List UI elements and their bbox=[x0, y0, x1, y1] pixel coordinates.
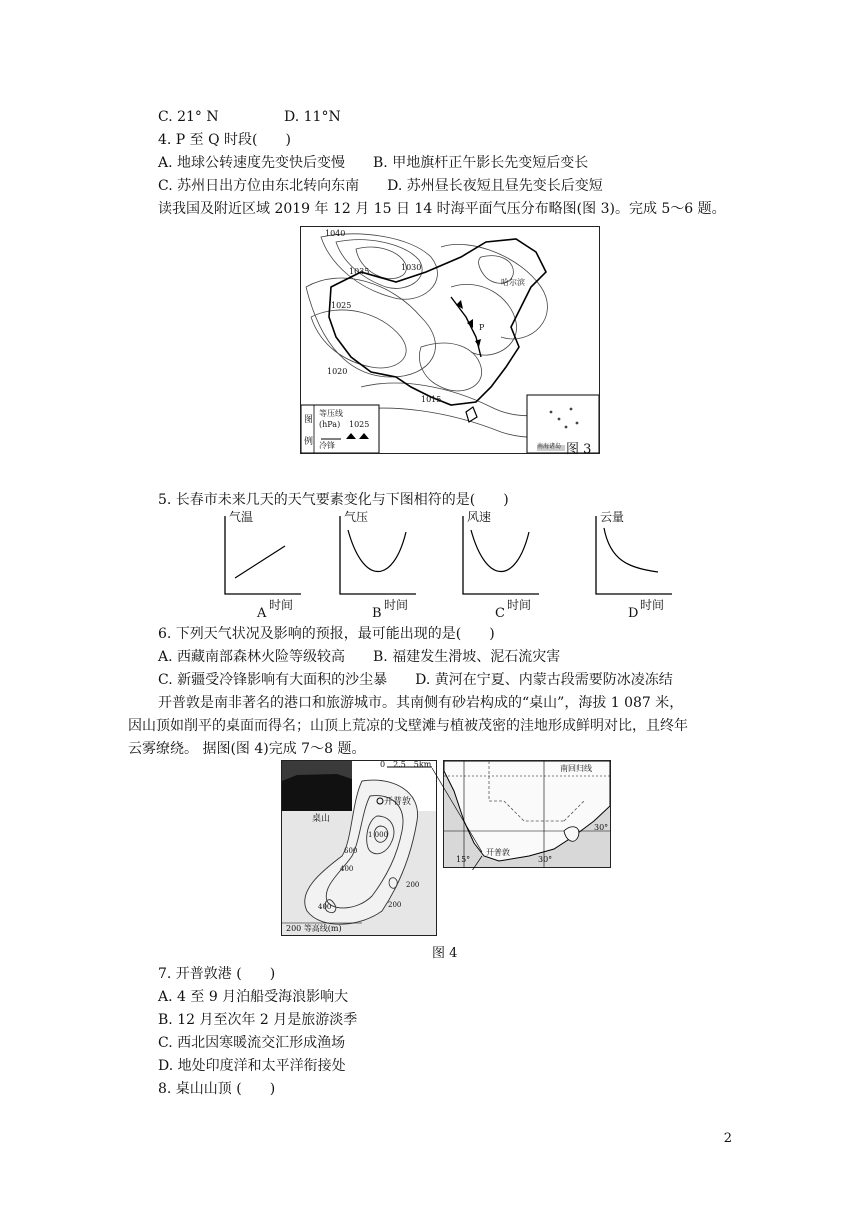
question-6-options-ab: A. 西藏南部森林火险等级较高 B. 福建发生滑坡、泥石流灾害 bbox=[158, 649, 561, 665]
y-axis-label: 云量 bbox=[600, 510, 625, 524]
chart-d bbox=[594, 510, 674, 620]
y-axis-label: 风速 bbox=[467, 510, 492, 524]
x-axis-label: 时间 bbox=[269, 598, 294, 612]
chart-option-letter: D bbox=[628, 606, 639, 621]
question-7: 7. 开普敦港 ( ) bbox=[158, 966, 276, 982]
figure-3-pressure-map bbox=[300, 226, 600, 454]
option-c-line bbox=[158, 107, 341, 127]
question-7-option-c: C. 西北因寒暖流交汇形成渔场 bbox=[158, 1035, 346, 1051]
x-axis-label: 时间 bbox=[384, 598, 409, 612]
isobar-label: 1015 bbox=[421, 395, 442, 404]
isobar-label: 1040 bbox=[325, 229, 346, 238]
figure-4-intro-2: 因山顶如削平的桌面而得名；山顶上荒凉的戈壁滩与植被茂密的洼地形成鲜明对比，且终年 bbox=[128, 718, 688, 734]
axis-lines bbox=[340, 516, 416, 594]
legend-isobar: 等压线 bbox=[319, 409, 343, 418]
chart-axes bbox=[338, 510, 418, 610]
figure-3-intro: 读我国及附近区域 2019 年 12 月 15 日 14 时海平面气压分布略图(图 3)。完成 5～6 题。 bbox=[158, 201, 726, 217]
legend-front: 冷锋 bbox=[319, 441, 335, 450]
series-line bbox=[348, 530, 406, 572]
contour-label: 1 000 bbox=[368, 831, 389, 839]
chart-axes bbox=[594, 510, 674, 610]
question-5: 5. 长春市未来几天的天气要素变化与下图相符的是( ) bbox=[158, 492, 509, 508]
question-6-options-cd: C. 新疆受冷锋影响有大面积的沙尘暴 D. 黄河在宁夏、内蒙古段需要防冰凌冻结 bbox=[158, 672, 673, 688]
isobar-label: 1030 bbox=[401, 263, 422, 272]
question-7-option-a: A. 4 至 9 月泊船受海浪影响大 bbox=[158, 989, 349, 1005]
figure-4-connector-lines bbox=[430, 760, 500, 870]
longitude-label: 15° bbox=[456, 855, 471, 864]
figure-4-intro-3: 云雾缭绕。 据图(图 4)完成 7～8 题。 bbox=[128, 741, 366, 757]
axis-lines bbox=[596, 516, 672, 594]
scale-bar-label: 0 2.5 5km bbox=[380, 760, 432, 769]
chart-option-letter: C bbox=[495, 606, 505, 621]
question-7-option-d: D. 地处印度洋和太平洋衔接处 bbox=[158, 1058, 346, 1074]
contour-legend: 200 等高线(m) bbox=[286, 924, 342, 933]
question-4: 4. P 至 Q 时段( ) bbox=[158, 132, 291, 148]
y-axis-label: 气压 bbox=[344, 510, 369, 524]
contour-label: 600 bbox=[344, 847, 358, 855]
contour-label: 200 bbox=[406, 881, 420, 889]
series-line bbox=[235, 546, 285, 578]
option-c: C. 21° N bbox=[158, 109, 219, 125]
question-7-option-b: B. 12 月至次年 2 月是旅游淡季 bbox=[158, 1012, 358, 1028]
question-6: 6. 下列天气状况及影响的预报，最可能出现的是( ) bbox=[158, 626, 495, 642]
contour-label: 200 bbox=[388, 901, 402, 909]
x-axis-label: 时间 bbox=[640, 598, 665, 612]
chart-axes bbox=[461, 510, 541, 610]
mountain-label: 桌山 bbox=[312, 814, 331, 824]
legend-title: 图 bbox=[304, 415, 314, 425]
legend-value: 1025 bbox=[349, 420, 370, 429]
figure-4-caption: 图 4 bbox=[432, 946, 458, 961]
option-d: D. 11°N bbox=[284, 109, 341, 125]
tropic-label: 南回归线 bbox=[560, 764, 592, 773]
chart-option-letter: A bbox=[257, 606, 267, 621]
legend-title: 例 bbox=[304, 437, 314, 447]
figure-4-topographic-map bbox=[281, 760, 437, 936]
chart-a bbox=[223, 510, 303, 620]
pressure-map-drawing bbox=[301, 227, 599, 453]
chart-option-letter: B bbox=[372, 606, 382, 621]
longitude-label: 30° bbox=[538, 855, 553, 864]
latitude-label: 30° bbox=[594, 823, 609, 832]
axis-lines bbox=[463, 516, 539, 594]
map-label: P bbox=[479, 323, 485, 332]
question-4-options-ab: A. 地球公转速度先变快后变慢 B. 甲地旗杆正午影长先变短后变长 bbox=[158, 155, 589, 171]
city-label: 哈尔滨 bbox=[501, 278, 525, 287]
legend-unit: (hPa) bbox=[319, 420, 341, 429]
axis-lines bbox=[225, 516, 301, 594]
city-label-cape-town: 开普敦 bbox=[384, 797, 412, 807]
chart-b bbox=[338, 510, 418, 620]
question-8: 8. 桌山山顶 ( ) bbox=[158, 1081, 276, 1097]
cape-town-label: 开普敦 bbox=[486, 848, 510, 857]
figure-4-intro-1: 开普敦是南非著名的港口和旅游城市。其南侧有砂岩构成的“桌山”，海拔 1 087 米， bbox=[158, 695, 684, 711]
topographic-map-drawing bbox=[282, 761, 436, 935]
figure-3-caption: 图 3 bbox=[566, 442, 592, 457]
page-number: 2 bbox=[723, 1131, 732, 1146]
x-axis-label: 时间 bbox=[507, 598, 532, 612]
contour-label: 400 bbox=[318, 903, 332, 911]
chart-c bbox=[461, 510, 541, 620]
series-line bbox=[471, 530, 529, 572]
question-4-options-cd: C. 苏州日出方位由东北转向东南 D. 苏州昼长夜短且昼先变长后变短 bbox=[158, 178, 603, 194]
isobar-label: 1020 bbox=[327, 367, 348, 376]
inset-label: 南海诸岛 bbox=[537, 443, 562, 450]
isobar-label: 1025 bbox=[331, 301, 352, 310]
isobar-label: 1035 bbox=[349, 267, 370, 276]
contour-label: 400 bbox=[340, 865, 354, 873]
y-axis-label: 气温 bbox=[229, 510, 254, 524]
chart-axes bbox=[223, 510, 303, 610]
series-line bbox=[604, 528, 658, 572]
